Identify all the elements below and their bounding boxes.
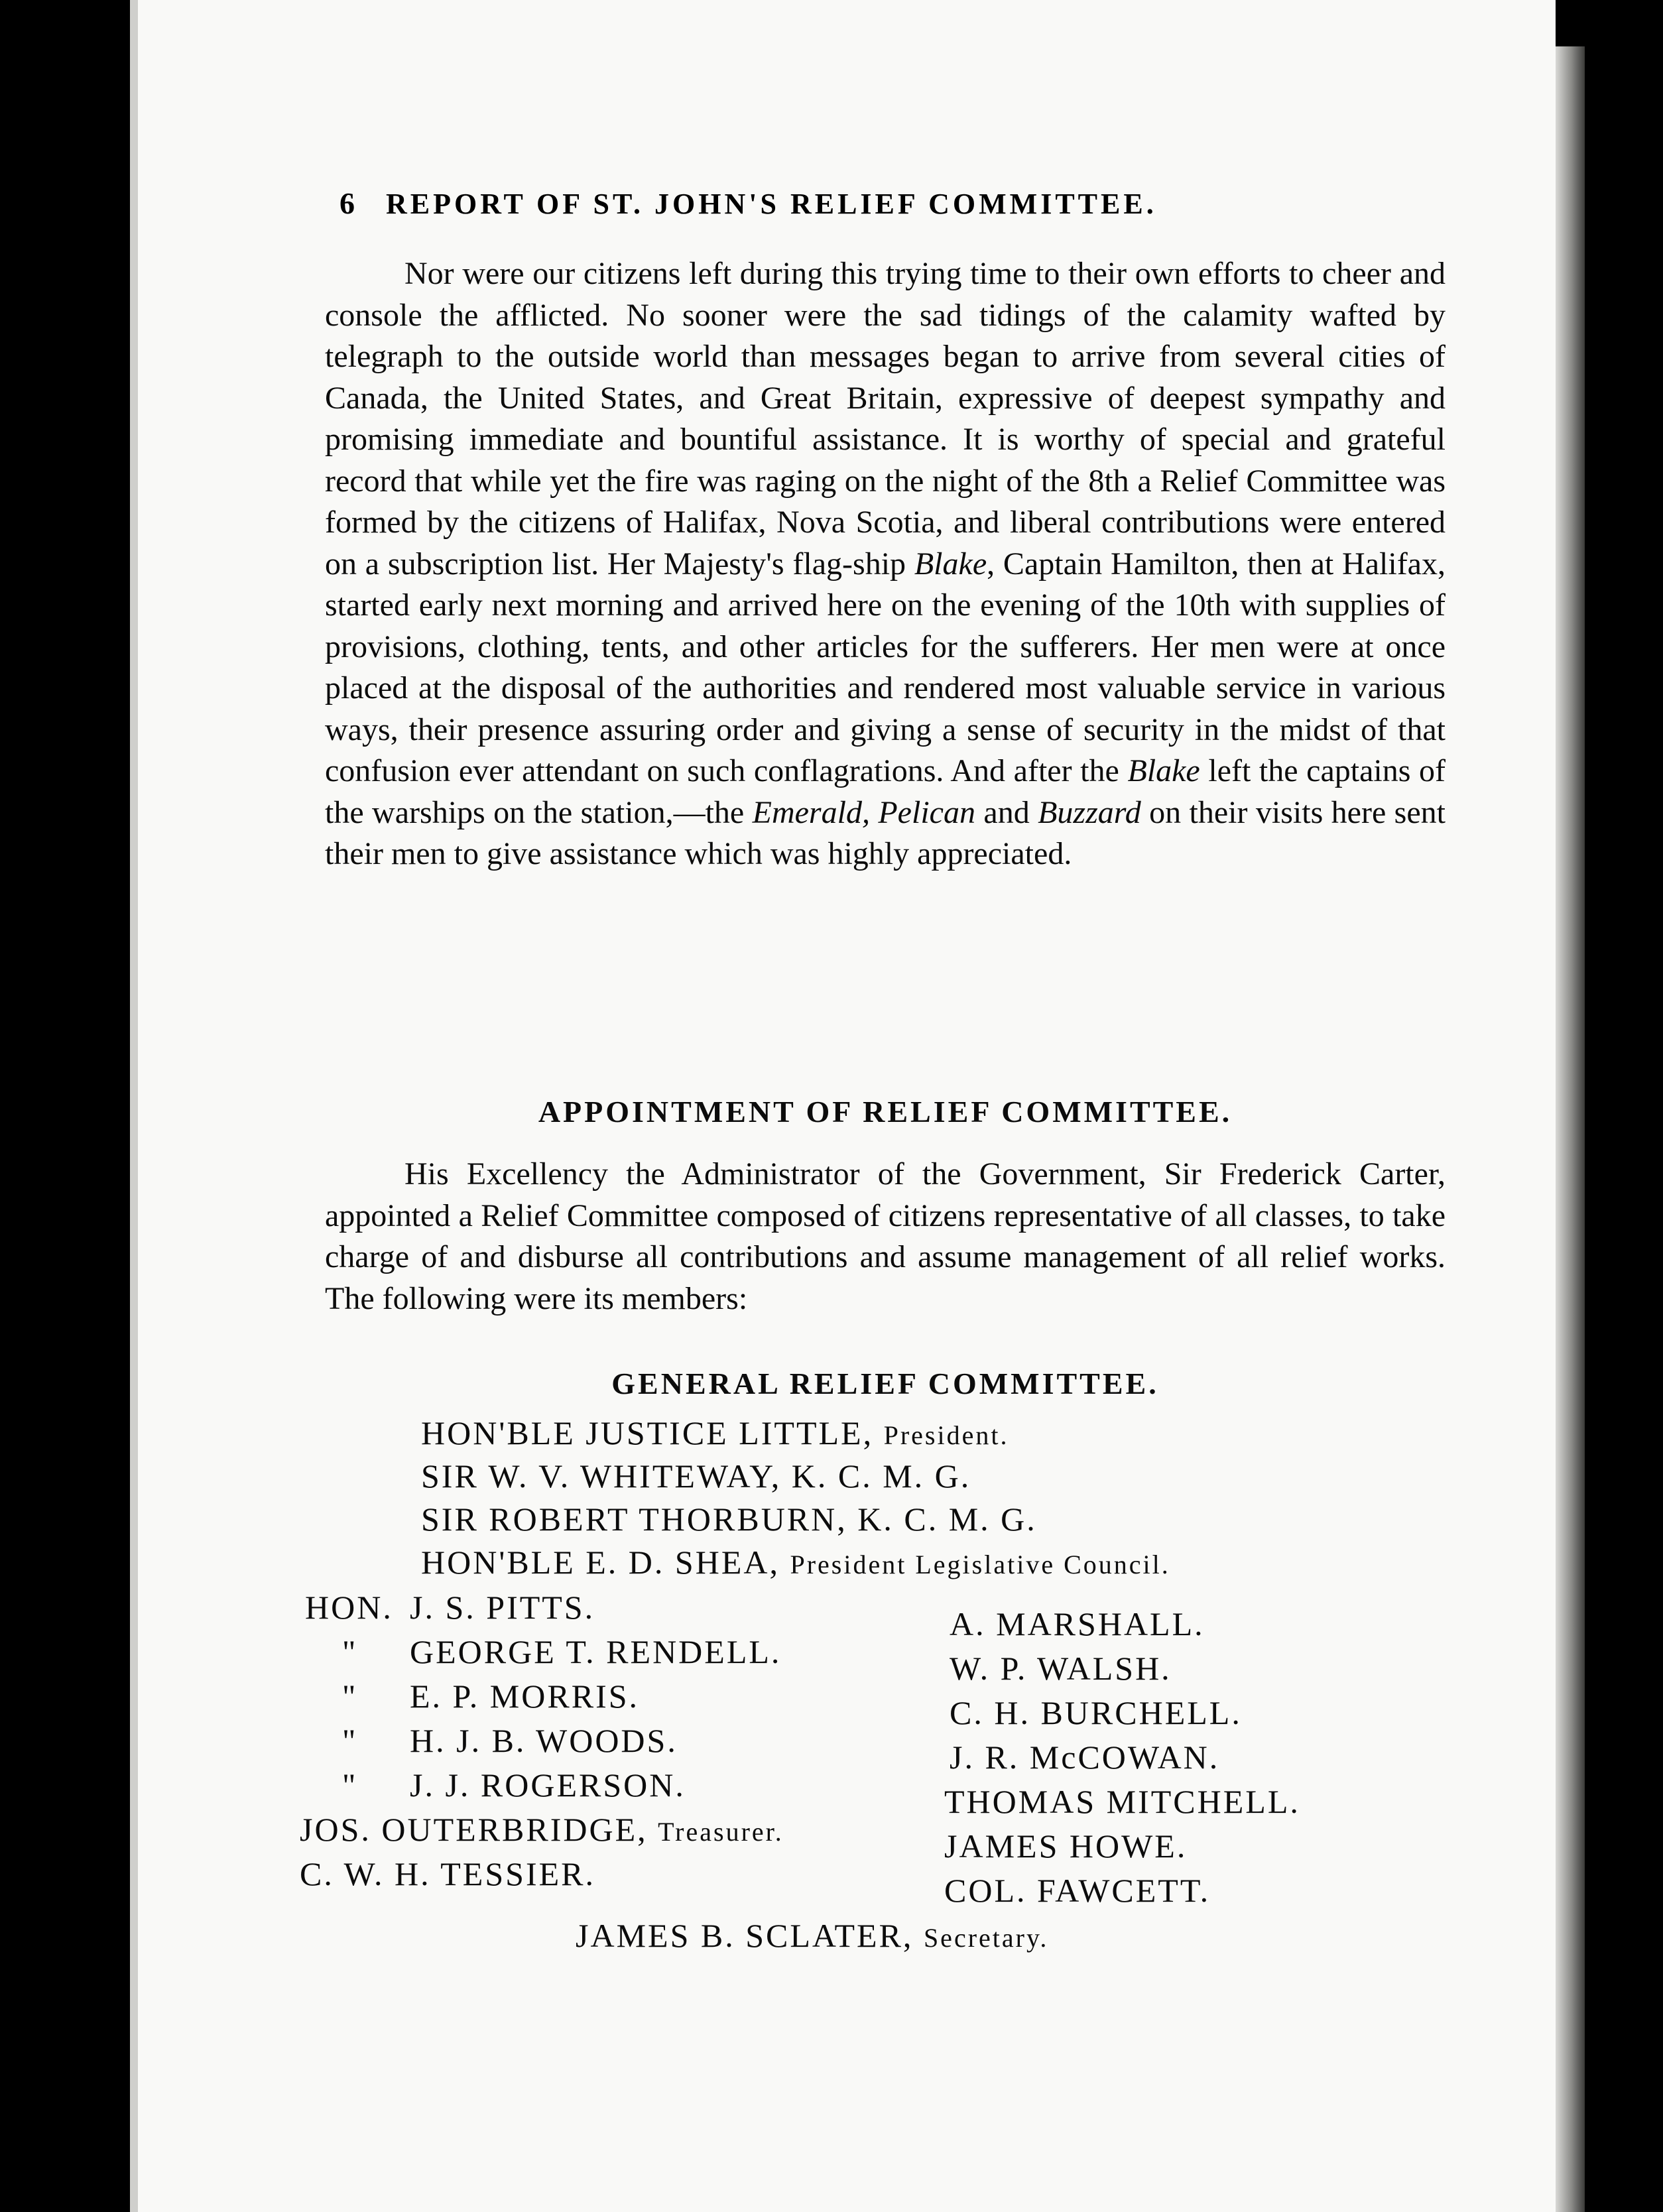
officer-line [421, 1457, 971, 1495]
ditto-mark: " [342, 1722, 358, 1759]
member-line [305, 1588, 393, 1627]
page-left-edge [130, 0, 138, 2212]
member-name: J. S. PITTS. [410, 1589, 595, 1626]
member-name: THOMAS MITCHELL. [944, 1783, 1300, 1820]
ship-name: Buzzard [1038, 794, 1141, 830]
secretary-role: Secretary. [923, 1923, 1049, 1953]
officer-name: SIR W. V. WHITEWAY, K. C. M. G. [421, 1457, 971, 1495]
text-run: left the captains of the warships on the station,—the [325, 753, 1446, 830]
running-head-title: REPORT OF ST. JOHN'S RELIEF COMMITTEE. [386, 188, 1157, 220]
member-name: A. MARSHALL. [950, 1605, 1205, 1642]
text-run: , Captain Hamilton, then at Halifax, started early next morning and arrived here on the evening of the 10th with supplies of provisions, clothing, tents, and other articles for the sufferers. Her men were at once placed at the disposal of the authorities and rendered most valuable service in various ways, their presence assuring order and giving a sense of security in the midst of that confusion ever attendant on such conflagrations. And after the [325, 546, 1446, 788]
text-run: Nor were our citizens left during this trying time to their own efforts to cheer and console the afflicted. No sooner were the sad tidings of the calamity wafted by telegraph to the outside world than messages began to arrive from several cities of Canada, the United States, and Great Britain, expressive of deepest sympathy and promising immediate and bountiful assistance. It is worthy of special and grateful record that while yet the fire was raging on the night of the 8th a Relief Committee was formed by the citizens of Halifax, Nova Scotia, and liberal contributions were entered on a subscription list. Her Majesty's flag-ship [325, 256, 1446, 582]
officer-name: HON'BLE E. D. SHEA, [421, 1544, 780, 1581]
officer-name: SIR ROBERT THORBURN, K. C. M. G. [421, 1501, 1037, 1538]
member-name: H. J. B. WOODS. [410, 1722, 678, 1759]
ship-names: Emerald, Pelican [752, 794, 975, 830]
section-heading-appointment: APPOINTMENT OF RELIEF COMMITTEE. [538, 1095, 1233, 1129]
ship-name: Blake [914, 546, 987, 582]
ditto-mark: " [342, 1633, 358, 1670]
member-name: W. P. WALSH. [950, 1650, 1172, 1687]
member-name: J. J. ROGERSON. [410, 1766, 686, 1804]
running-header [339, 186, 1394, 221]
secretary-line [576, 1916, 1048, 1955]
officer-line [421, 1414, 1009, 1452]
scan-border-top [1556, 0, 1663, 46]
member-name: E. P. MORRIS. [410, 1678, 640, 1715]
member-name: COL. FAWCETT. [944, 1872, 1211, 1909]
treasurer-role: Treasurer. [658, 1817, 784, 1847]
ship-name: Blake [1127, 753, 1200, 788]
scan-border-right [1585, 46, 1663, 2212]
text-run: on their visits here sent their men to give assistance which was highly appreciated. [325, 794, 1446, 871]
hon-prefix: HON. [305, 1589, 393, 1626]
paragraph-appointment [325, 1154, 1446, 1320]
secretary-name: JAMES B. SCLATER, [576, 1917, 914, 1954]
member-name: C. H. BURCHELL. [950, 1694, 1242, 1731]
paragraph-appointment-text: His Excellency the Administrator of the Government, Sir Frederick Carter, appointed a Relief Committee composed of citizens representative of all classes, to take charge of and disburse all contributions and assume management of all relief works. The following were its members: [325, 1156, 1446, 1316]
text-run: and [975, 794, 1038, 830]
member-name: C. W. H. TESSIER. [300, 1855, 595, 1892]
member-name: JAMES HOWE. [944, 1827, 1188, 1865]
officer-name: HON'BLE JUSTICE LITTLE, [421, 1414, 874, 1451]
officer-line [421, 1500, 1037, 1538]
officer-role: President. [883, 1420, 1009, 1450]
ditto-mark: " [342, 1766, 358, 1804]
treasurer-line [300, 1810, 784, 1849]
ditto-mark: " [342, 1678, 358, 1715]
page-number: 6 [339, 186, 355, 220]
officer-line [421, 1543, 1170, 1581]
paragraph-relief-efforts [325, 253, 1446, 875]
section-heading-general-committee: GENERAL RELIEF COMMITTEE. [611, 1367, 1159, 1400]
treasurer-name: JOS. OUTERBRIDGE, [300, 1811, 648, 1848]
officer-role: President Legislative Council. [790, 1550, 1170, 1579]
page-binding-edge [1556, 46, 1585, 2212]
member-name: J. R. McCOWAN. [950, 1739, 1220, 1776]
member-name: GEORGE T. RENDELL. [410, 1633, 782, 1670]
